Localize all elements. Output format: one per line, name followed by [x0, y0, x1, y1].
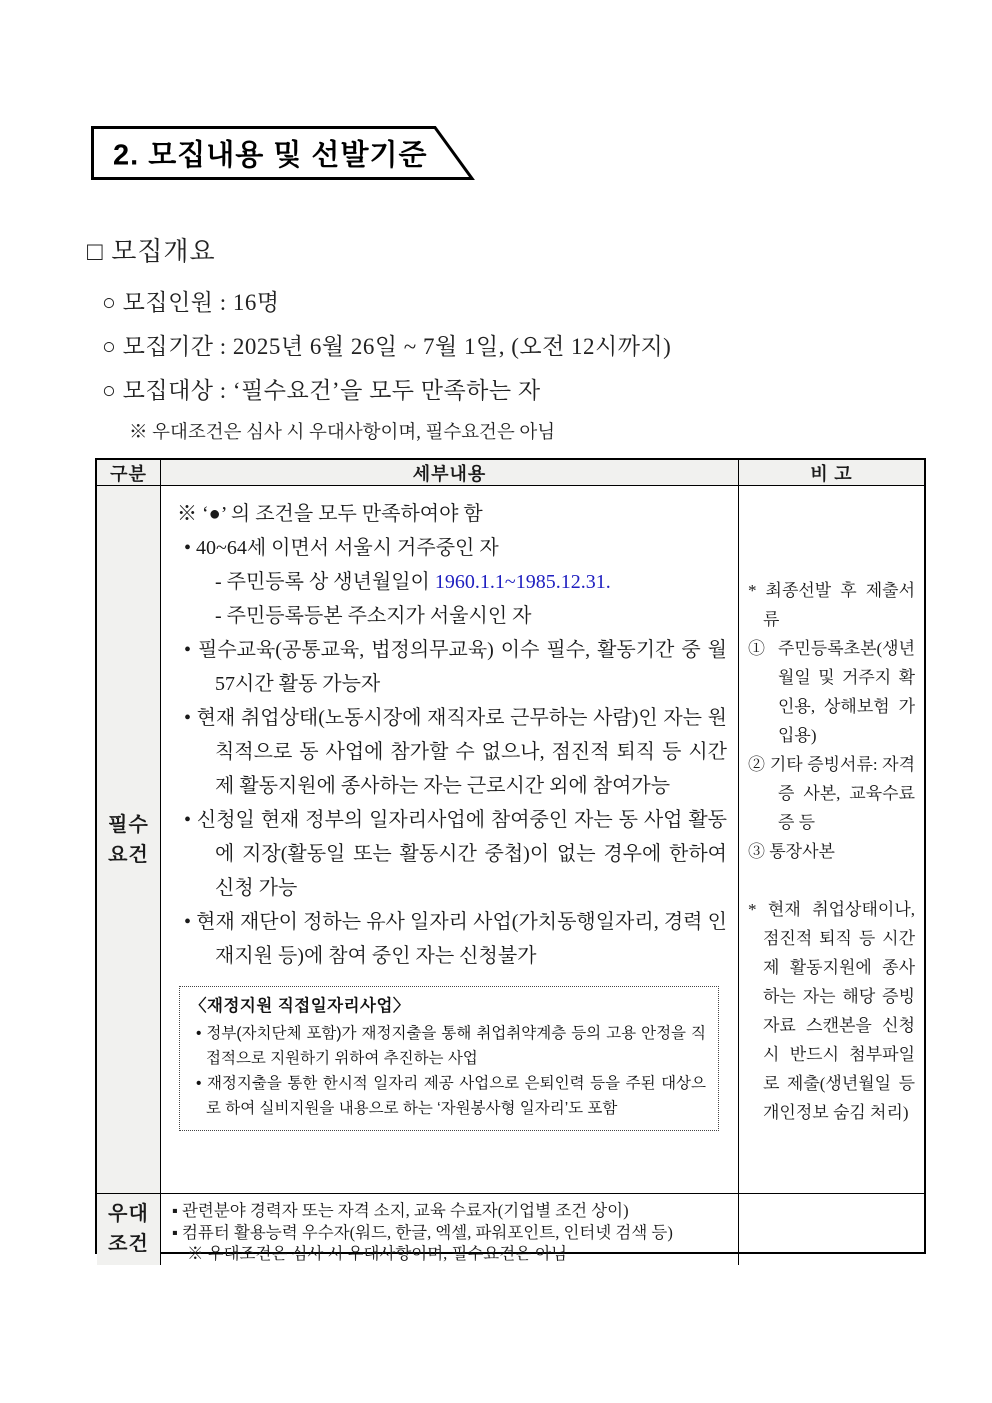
preferred-label-line2: 조건: [108, 1233, 149, 1256]
required-bullet-employment: • 현재 취업상태(노동시장에 재직자로 근무하는 사람)인 자는 원칙적으로 동 사업에 참가할 수 없으나, 점진적 퇴직 등 시간제 활동지원에 종사하는 자는 근로시간 외에 참여가능: [184, 707, 727, 797]
preferred-item-computer: ▪ 컴퓨터 활용능력 우수자(워드, 한글, 엑셀, 파워포인트, 인터넷 검색 등): [172, 1222, 673, 1242]
required-row-label: [97, 486, 161, 1194]
section-title: 2. 모집내용 및 선발기준: [113, 139, 428, 172]
direct-jobs-infobox: [179, 986, 719, 1131]
infobox-item-2: • 재정지출을 통한 한시적 일자리 제공 사업으로 은퇴인력 등을 주된 대상으로 하여 실비지원을 내용으로 하는 ‘자원봉사형 일자리’도 포함: [196, 1075, 706, 1117]
overview-item-target: ○ 모집대상 : ‘필수요건’을 모두 만족하는 자: [102, 378, 541, 403]
infobox-item-1: • 정부(자치단체 포함)가 재정지출을 통해 취업취약계층 등의 고용 안정을 직접적으로 지원하기 위하여 추진하는 사업: [196, 1025, 706, 1067]
overview-item-count: ○ 모집인원 : 16명: [102, 290, 280, 315]
required-remarks-cell: [739, 486, 924, 1194]
overview-heading: □ 모집개요: [87, 237, 216, 266]
criteria-table: [95, 458, 926, 1263]
required-bullet-govjobs: • 신청일 현재 정부의 일자리사업에 참여중인 자는 동 사업 활동에 지장(활동일 또는 활동시간 중첩)이 없는 경우에 한하여 신청 가능: [184, 809, 727, 899]
section-title-banner: [91, 126, 475, 180]
preferred-row-label: [97, 1194, 161, 1265]
required-details-cell: [161, 486, 739, 1194]
remark-doc-3: ③ 통장사본: [748, 842, 835, 861]
overview-item-period: ○ 모집기간 : 2025년 6월 26일 ~ 7월 1일, (오전 12시까지): [102, 334, 672, 359]
remark-submit-docs: * 최종선발 후 제출서류: [748, 581, 915, 629]
required-label-line1: 필수: [108, 813, 149, 836]
required-sub-address: - 주민등록등본 주소지가 서울시인 자: [215, 605, 532, 627]
preferred-details-cell: [161, 1194, 739, 1265]
infobox-title: 〈재정지원 직접일자리사업〉: [190, 997, 410, 1015]
table-header-details: 세부내용: [161, 460, 739, 486]
required-bullet-education: • 필수교육(공통교육, 법정의무교육) 이수 필수, 활동기간 중 월 57시간 활동 가능자: [184, 639, 727, 695]
birthdate-prefix: - 주민등록 상 생년월일이: [215, 571, 435, 593]
preferred-remarks-cell-empty: [739, 1194, 924, 1265]
required-label-line2: 요건: [108, 843, 149, 866]
table-header-category: 구분: [97, 460, 161, 486]
remark-employment-proof: * 현재 취업상태이나, 점진적 퇴직 등 시간제 활동지원에 종사하는 자는 해당 증빙자료 스캔본을 신청 시 반드시 첨부파일로 제출(생년월일 등 개인정보 숨김 처리): [748, 900, 915, 1122]
remark-doc-1: ① 주민등록초본(생년월일 및 거주지 확인용, 상해보험 가입용): [748, 639, 915, 745]
table-header-remarks: 비 고: [739, 460, 924, 486]
required-sub-birthdate: [215, 565, 727, 599]
required-bullet-age: • 40~64세 이면서 서울시 거주중인 자: [184, 537, 499, 559]
preferred-item-career: ▪ 관련분야 경력자 또는 자격 소지, 교육 수료자(기업별 조건 상이): [172, 1201, 629, 1220]
remark-doc-2: ② 기타 증빙서류: 자격증 사본, 교육수료증 등: [748, 755, 915, 832]
preferred-label-line1: 우대: [108, 1203, 149, 1226]
overview-note: ※ 우대조건은 심사 시 우대사항이며, 필수요건은 아님: [129, 423, 556, 443]
required-intro-line: ※ ‘●’ 의 조건을 모두 만족하여야 함: [177, 503, 483, 525]
birthdate-range-highlight: 1960.1.1~1985.12.31.: [434, 571, 611, 593]
required-bullet-similarjobs: • 현재 재단이 정하는 유사 일자리 사업(가치동행일자리, 경력 인재지원 등)에 참여 중인 자는 신청불가: [184, 911, 727, 967]
preferred-note: ※ 우대조건은 심사 시 우대사항이며, 필수요건은 아님: [187, 1244, 568, 1263]
